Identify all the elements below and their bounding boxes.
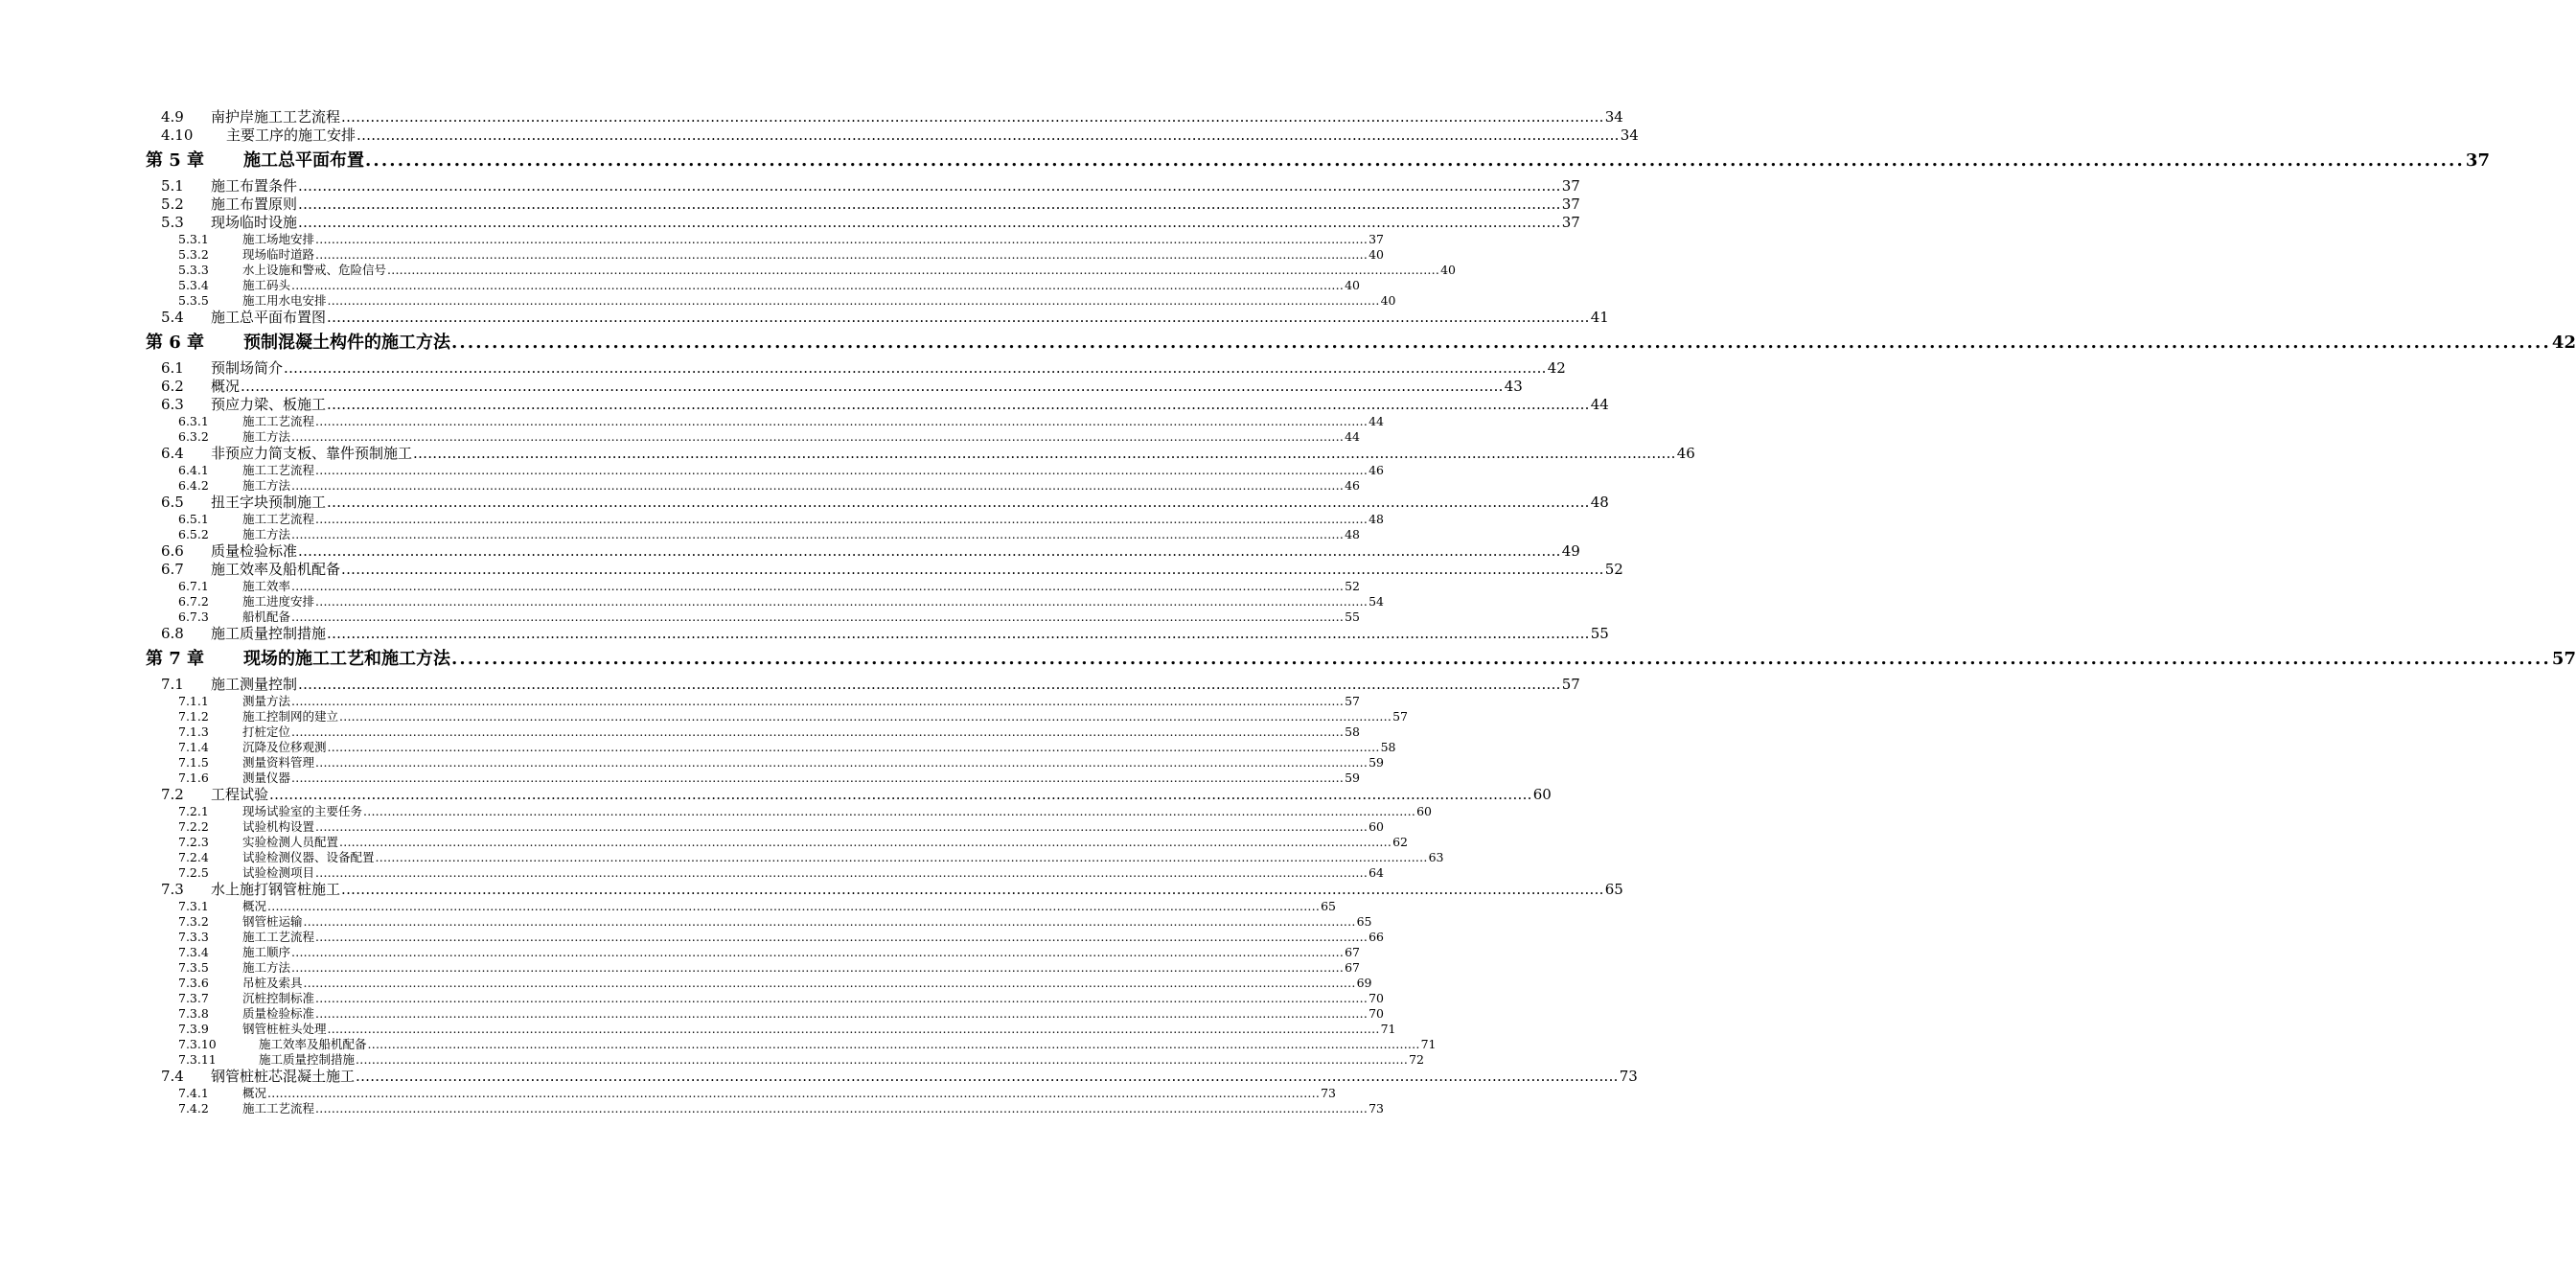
- toc-entry-page-number: 52: [1345, 579, 1361, 593]
- toc-entry-number: 4.10: [161, 126, 194, 144]
- toc-subsection-entry[interactable]: [0, 740, 1396, 755]
- toc-dot-leader: ....................................................................................................................................................................................................................................................................: [291, 527, 1345, 541]
- toc-subsection-entry[interactable]: [0, 1037, 1437, 1052]
- toc-dot-leader: ....................................................................................................................................................................................................................................................................: [241, 378, 1504, 395]
- toc-subsection-entry[interactable]: [0, 991, 1385, 1006]
- toc-section-entry[interactable]: [0, 1068, 1638, 1086]
- toc-dot-leader: ....................................................................................................................................................................................................................................................................: [315, 865, 1368, 880]
- toc-entry-title: 主要工序的施工安排: [226, 126, 356, 144]
- toc-entry-page-number: 59: [1368, 755, 1385, 770]
- toc-dot-leader: ....................................................................................................................................................................................................................................................................: [291, 579, 1345, 593]
- toc-dot-leader: ....................................................................................................................................................................................................................................................................: [315, 819, 1368, 834]
- toc-dot-leader: ....................................................................................................................................................................................................................................................................: [291, 945, 1345, 959]
- toc-entry-number: 7.1.4: [178, 740, 209, 754]
- toc-entry-number: 7.3.3: [178, 930, 209, 944]
- toc-dot-leader: ....................................................................................................................................................................................................................................................................: [298, 177, 1561, 195]
- toc-subsection-entry[interactable]: [0, 527, 1361, 542]
- toc-entry-number: 7.3.8: [178, 1006, 209, 1021]
- toc-entry-number: 4.9: [161, 108, 184, 126]
- toc-entry-title: 概况: [242, 899, 267, 913]
- toc-entry-page-number: 60: [1416, 804, 1433, 818]
- toc-entry-page-number: 72: [1409, 1052, 1425, 1067]
- toc-dot-leader: ....................................................................................................................................................................................................................................................................: [315, 512, 1368, 526]
- toc-entry-title: 施工码头: [242, 278, 291, 292]
- toc-entry-title: 质量检验标准: [211, 542, 298, 560]
- toc-dot-leader: ....................................................................................................................................................................................................................................................................: [291, 478, 1345, 493]
- toc-entry-title: 测量资料管理: [242, 755, 315, 770]
- toc-dot-leader: ....................................................................................................................................................................................................................................................................: [298, 214, 1561, 231]
- toc-chapter-entry[interactable]: [0, 327, 2576, 359]
- toc-entry-title: 水上设施和警戒、危险信号: [242, 263, 387, 277]
- toc-entry-title: 施工工艺流程: [242, 512, 315, 526]
- toc-dot-leader: ....................................................................................................................................................................................................................................................................: [315, 463, 1368, 477]
- toc-entry-title: 钢管桩运输: [242, 914, 303, 929]
- toc-dot-leader: ....................................................................................................................................................................................................................................................................: [315, 1006, 1368, 1021]
- toc-entry-title: 施工控制网的建立: [242, 709, 339, 724]
- toc-subsection-entry[interactable]: [0, 414, 1385, 429]
- toc-entry-title: 扭王字块预制施工: [211, 494, 327, 511]
- toc-entry-title: 施工顺序: [242, 945, 291, 959]
- toc-entry-page-number: 58: [1345, 724, 1361, 739]
- toc-entry-number: 6.7.3: [178, 610, 209, 624]
- toc-entry-page-number: 46: [1676, 445, 1695, 462]
- toc-subsection-entry[interactable]: [0, 835, 1409, 850]
- toc-subsection-entry[interactable]: [0, 899, 1337, 914]
- toc-dot-leader: ....................................................................................................................................................................................................................................................................: [327, 494, 1590, 511]
- toc-entry-number: 7.4.1: [178, 1086, 209, 1100]
- toc-entry-number: 7.3.11: [178, 1052, 217, 1067]
- toc-entry-number: 6.7: [161, 561, 184, 578]
- toc-dot-leader: ....................................................................................................................................................................................................................................................................: [363, 804, 1416, 818]
- toc-dot-leader: ....................................................................................................................................................................................................................................................................: [291, 724, 1345, 739]
- toc-entry-title: 施工效率及船机配备: [211, 561, 341, 578]
- toc-dot-leader: ....................................................................................................................................................................................................................................................................: [315, 247, 1368, 262]
- toc-entry-page-number: 70: [1368, 991, 1385, 1005]
- toc-entry-page-number: 67: [1345, 960, 1361, 975]
- toc-dot-leader: ....................................................................................................................................................................................................................................................................: [303, 914, 1356, 929]
- toc-dot-leader: ....................................................................................................................................................................................................................................................................: [315, 1101, 1368, 1116]
- toc-dot-leader: ....................................................................................................................................................................................................................................................................: [341, 561, 1604, 578]
- toc-subsection-entry[interactable]: [0, 1052, 1425, 1068]
- toc-dot-leader: ....................................................................................................................................................................................................................................................................: [341, 881, 1604, 898]
- toc-dot-leader: ....................................................................................................................................................................................................................................................................: [291, 770, 1345, 785]
- toc-entry-number: 6.5: [161, 494, 184, 511]
- toc-subsection-entry[interactable]: [0, 1101, 1385, 1116]
- toc-entry-number: 7.2: [161, 786, 184, 803]
- toc-entry-page-number: 49: [1561, 542, 1580, 560]
- toc-entry-number: 7.3.4: [178, 945, 209, 959]
- toc-entry-page-number: 41: [1590, 309, 1609, 326]
- toc-entry-title: 施工效率: [242, 579, 291, 593]
- toc-entry-number: 5.3.5: [178, 293, 209, 308]
- toc-entry-title: 预应力梁、板施工: [211, 396, 327, 413]
- toc-entry-page-number: 40: [1440, 263, 1457, 277]
- toc-entry-number: 7.3.1: [178, 899, 209, 913]
- toc-chapter-entry[interactable]: [0, 145, 2490, 177]
- toc-entry-title: 质量检验标准: [242, 1006, 315, 1021]
- toc-entry-title: 现场临时设施: [211, 214, 298, 231]
- toc-dot-leader: ....................................................................................................................................................................................................................................................................: [356, 126, 1620, 144]
- toc-dot-leader: ....................................................................................................................................................................................................................................................................: [327, 293, 1380, 308]
- toc-dot-leader: ....................................................................................................................................................................................................................................................................: [315, 991, 1368, 1005]
- toc-entry-number: 5.1: [161, 177, 184, 195]
- toc-entry-number: 6.4.2: [178, 478, 209, 493]
- toc-entry-title: 概况: [211, 378, 241, 395]
- toc-entry-number: 5.4: [161, 309, 184, 326]
- toc-entry-title: 沉降及位移观测: [242, 740, 327, 754]
- toc-entry-number: 6.1: [161, 359, 184, 377]
- toc-section-entry[interactable]: [0, 108, 1623, 126]
- toc-entry-page-number: 62: [1392, 835, 1409, 849]
- toc-section-entry[interactable]: [0, 542, 1580, 561]
- toc-entry-title: 试验检测仪器、设备配置: [242, 850, 375, 864]
- toc-entry-number: 5.3: [161, 214, 184, 231]
- toc-entry-title: 施工进度安排: [242, 594, 315, 609]
- toc-subsection-entry[interactable]: [0, 709, 1409, 724]
- toc-entry-number: 7.3.9: [178, 1022, 209, 1036]
- toc-entry-number: 7.2.1: [178, 804, 209, 818]
- toc-dot-leader: ....................................................................................................................................................................................................................................................................: [269, 786, 1532, 803]
- toc-section-entry[interactable]: [0, 561, 1623, 579]
- toc-entry-title: 非预应力简支板、靠件预制施工: [211, 445, 413, 462]
- toc-section-entry[interactable]: [0, 177, 1580, 196]
- toc-entry-page-number: 73: [1619, 1068, 1638, 1085]
- toc-chapter-entry[interactable]: [0, 643, 2576, 676]
- toc-entry-page-number: 65: [1356, 914, 1372, 929]
- toc-entry-number: 6.4: [161, 445, 184, 462]
- toc-entry-page-number: 55: [1345, 610, 1361, 624]
- toc-entry-title: 预制混凝土构件的施工方法: [243, 333, 450, 353]
- toc-entry-page-number: 65: [1604, 881, 1623, 898]
- toc-dot-leader: ....................................................................................................................................................................................................................................................................: [291, 278, 1345, 292]
- toc-entry-title: 施工质量控制措施: [211, 625, 327, 642]
- toc-subsection-entry[interactable]: [0, 724, 1361, 740]
- toc-entry-page-number: 37: [1561, 177, 1580, 195]
- toc-section-entry[interactable]: [0, 196, 1580, 214]
- toc-entry-page-number: 40: [1345, 278, 1361, 292]
- toc-entry-number: 7.1.6: [178, 770, 209, 785]
- toc-dot-leader: ....................................................................................................................................................................................................................................................................: [267, 1086, 1321, 1100]
- toc-entry-number: 5.3.3: [178, 263, 209, 277]
- toc-entry-page-number: 42: [2551, 333, 2576, 353]
- toc-entry-page-number: 59: [1345, 770, 1361, 785]
- toc-entry-title: 试验检测项目: [242, 865, 315, 880]
- toc-dot-leader: ....................................................................................................................................................................................................................................................................: [339, 709, 1392, 724]
- toc-dot-leader: ....................................................................................................................................................................................................................................................................: [303, 976, 1356, 990]
- toc-subsection-entry[interactable]: [0, 293, 1396, 309]
- toc-dot-leader: ....................................................................................................................................................................................................................................................................: [291, 610, 1345, 624]
- toc-section-entry[interactable]: [0, 625, 1609, 643]
- toc-entry-number: 7.3.2: [178, 914, 209, 929]
- toc-entry-number: 5.3.4: [178, 278, 209, 292]
- toc-entry-title: 施工总平面布置图: [211, 309, 327, 326]
- toc-entry-number: 7.3: [161, 881, 184, 898]
- toc-entry-page-number: 48: [1590, 494, 1609, 511]
- toc-subsection-entry[interactable]: [0, 429, 1361, 445]
- toc-entry-number: 7.1.1: [178, 694, 209, 708]
- toc-entry-title: 测量方法: [242, 694, 291, 708]
- toc-entry-title: 预制场简介: [211, 359, 284, 377]
- toc-entry-page-number: 57: [1561, 676, 1580, 693]
- toc-entry-title: 施工方法: [242, 429, 291, 444]
- toc-entry-page-number: 64: [1368, 865, 1385, 880]
- toc-entry-page-number: 37: [1561, 196, 1580, 213]
- toc-section-entry[interactable]: [0, 214, 1580, 232]
- toc-entry-number: 6.3: [161, 396, 184, 413]
- toc-subsection-entry[interactable]: [0, 1086, 1337, 1101]
- toc-entry-page-number: 63: [1428, 850, 1444, 864]
- toc-subsection-entry[interactable]: [0, 263, 1457, 278]
- toc-entry-title: 施工总平面布置: [243, 150, 364, 171]
- toc-entry-page-number: 54: [1368, 594, 1385, 609]
- toc-dot-leader: ....................................................................................................................................................................................................................................................................: [291, 429, 1345, 444]
- toc-entry-page-number: 37: [2465, 150, 2490, 171]
- toc-entry-page-number: 69: [1356, 976, 1372, 990]
- toc-section-entry[interactable]: [0, 396, 1609, 414]
- toc-dot-leader: ....................................................................................................................................................................................................................................................................: [356, 1052, 1409, 1067]
- toc-subsection-entry[interactable]: [0, 945, 1361, 960]
- toc-entry-page-number: 34: [1604, 108, 1623, 126]
- toc-entry-title: 施工工艺流程: [242, 463, 315, 477]
- toc-entry-page-number: 44: [1368, 414, 1385, 428]
- toc-dot-leader: ....................................................................................................................................................................................................................................................................: [339, 835, 1392, 849]
- toc-entry-number: 7.2.2: [178, 819, 209, 834]
- toc-entry-page-number: 60: [1532, 786, 1552, 803]
- toc-subsection-entry[interactable]: [0, 463, 1385, 478]
- toc-entry-number: 6.3.2: [178, 429, 209, 444]
- toc-entry-title: 施工测量控制: [211, 676, 298, 693]
- table-of-contents: [0, 108, 2576, 1116]
- toc-entry-number: 7.4: [161, 1068, 184, 1085]
- toc-section-entry[interactable]: [0, 378, 1523, 396]
- toc-section-entry[interactable]: [0, 445, 1695, 463]
- toc-entry-title: 施工方法: [242, 478, 291, 493]
- toc-entry-title: 施工方法: [242, 960, 291, 975]
- toc-entry-page-number: 71: [1380, 1022, 1396, 1036]
- toc-dot-leader: ....................................................................................................................................................................................................................................................................: [315, 232, 1368, 246]
- toc-entry-number: 第 7 章: [146, 649, 205, 669]
- toc-subsection-entry[interactable]: [0, 976, 1372, 991]
- toc-section-entry[interactable]: [0, 676, 1580, 694]
- toc-dot-leader: ....................................................................................................................................................................................................................................................................: [387, 263, 1440, 277]
- toc-entry-page-number: 40: [1368, 247, 1385, 262]
- toc-subsection-entry[interactable]: [0, 247, 1385, 263]
- toc-entry-title: 施工工艺流程: [242, 414, 315, 428]
- toc-entry-number: 6.8: [161, 625, 184, 642]
- toc-entry-title: 南护岸施工工艺流程: [211, 108, 341, 126]
- toc-subsection-entry[interactable]: [0, 865, 1385, 881]
- toc-subsection-entry[interactable]: [0, 960, 1361, 976]
- toc-entry-page-number: 71: [1420, 1037, 1437, 1051]
- toc-entry-page-number: 46: [1368, 463, 1385, 477]
- toc-section-entry[interactable]: [0, 786, 1552, 804]
- toc-entry-number: 7.2.3: [178, 835, 209, 849]
- toc-section-entry[interactable]: [0, 359, 1566, 378]
- toc-subsection-entry[interactable]: [0, 804, 1433, 819]
- toc-section-entry[interactable]: [0, 309, 1609, 327]
- toc-entry-title: 吊桩及索具: [242, 976, 303, 990]
- toc-dot-leader: ....................................................................................................................................................................................................................................................................: [315, 930, 1368, 944]
- toc-entry-page-number: 48: [1368, 512, 1385, 526]
- toc-entry-title: 测量仪器: [242, 770, 291, 785]
- toc-entry-title: 现场的施工工艺和施工方法: [243, 649, 450, 669]
- toc-entry-title: 概况: [242, 1086, 267, 1100]
- toc-subsection-entry[interactable]: [0, 914, 1372, 930]
- toc-entry-number: 5.3.2: [178, 247, 209, 262]
- toc-entry-number: 6.2: [161, 378, 184, 395]
- toc-dot-leader: ....................................................................................................................................................................................................................................................................: [327, 1022, 1380, 1036]
- toc-dot-leader: ....................................................................................................................................................................................................................................................................: [327, 625, 1590, 642]
- toc-dot-leader: ....................................................................................................................................................................................................................................................................: [413, 445, 1676, 462]
- toc-dot-leader: ....................................................................................................................................................................................................................................................................: [356, 1068, 1619, 1085]
- toc-dot-leader: ....................................................................................................................................................................................................................................................................: [298, 196, 1561, 213]
- toc-subsection-entry[interactable]: [0, 770, 1361, 786]
- toc-entry-page-number: 58: [1380, 740, 1396, 754]
- toc-entry-page-number: 34: [1620, 126, 1639, 144]
- toc-entry-number: 6.6: [161, 542, 184, 560]
- toc-subsection-entry[interactable]: [0, 610, 1361, 625]
- toc-entry-number: 7.1.5: [178, 755, 209, 770]
- toc-dot-leader: ....................................................................................................................................................................................................................................................................: [315, 755, 1368, 770]
- toc-entry-page-number: 43: [1504, 378, 1523, 395]
- toc-section-entry[interactable]: [0, 494, 1609, 512]
- toc-dot-leader: ....................................................................................................................................................................................................................................................................: [365, 150, 2465, 171]
- toc-subsection-entry[interactable]: [0, 594, 1385, 610]
- toc-entry-page-number: 37: [1561, 214, 1580, 231]
- toc-dot-leader: ....................................................................................................................................................................................................................................................................: [315, 414, 1368, 428]
- toc-subsection-entry[interactable]: [0, 819, 1385, 835]
- toc-entry-page-number: 46: [1345, 478, 1361, 493]
- toc-entry-number: 7.4.2: [178, 1101, 209, 1116]
- toc-subsection-entry[interactable]: [0, 278, 1361, 293]
- toc-entry-number: 第 6 章: [146, 333, 205, 353]
- toc-entry-title: 试验机构设置: [242, 819, 315, 834]
- toc-entry-number: 7.1: [161, 676, 184, 693]
- toc-dot-leader: ....................................................................................................................................................................................................................................................................: [375, 850, 1428, 864]
- toc-entry-number: 7.3.7: [178, 991, 209, 1005]
- toc-entry-page-number: 55: [1590, 625, 1609, 642]
- toc-entry-page-number: 57: [1345, 694, 1361, 708]
- toc-subsection-entry[interactable]: [0, 478, 1361, 494]
- toc-dot-leader: ....................................................................................................................................................................................................................................................................: [315, 594, 1368, 609]
- toc-dot-leader: ....................................................................................................................................................................................................................................................................: [341, 108, 1604, 126]
- toc-dot-leader: ....................................................................................................................................................................................................................................................................: [327, 309, 1590, 326]
- toc-subsection-entry[interactable]: [0, 694, 1361, 709]
- toc-entry-number: 7.1.3: [178, 724, 209, 739]
- toc-entry-page-number: 48: [1345, 527, 1361, 541]
- toc-entry-page-number: 70: [1368, 1006, 1385, 1021]
- toc-entry-number: 7.2.4: [178, 850, 209, 864]
- toc-entry-title: 沉桩控制标准: [242, 991, 315, 1005]
- toc-entry-page-number: 67: [1345, 945, 1361, 959]
- toc-entry-page-number: 44: [1345, 429, 1361, 444]
- toc-dot-leader: ....................................................................................................................................................................................................................................................................: [284, 359, 1547, 377]
- toc-entry-page-number: 65: [1321, 899, 1337, 913]
- toc-entry-title: 实验检测人员配置: [242, 835, 339, 849]
- toc-entry-title: 现场临时道路: [242, 247, 315, 262]
- toc-subsection-entry[interactable]: [0, 1022, 1396, 1037]
- toc-entry-number: 6.7.2: [178, 594, 209, 609]
- toc-subsection-entry[interactable]: [0, 232, 1385, 247]
- toc-entry-page-number: 73: [1368, 1101, 1385, 1116]
- toc-entry-page-number: 57: [2551, 649, 2576, 669]
- toc-dot-leader: ....................................................................................................................................................................................................................................................................: [291, 960, 1345, 975]
- toc-entry-number: 7.3.10: [178, 1037, 217, 1051]
- toc-entry-number: 7.3.6: [178, 976, 209, 990]
- toc-entry-number: 6.5.2: [178, 527, 209, 541]
- toc-entry-title: 钢管桩桩芯混凝土施工: [211, 1068, 356, 1085]
- toc-dot-leader: ....................................................................................................................................................................................................................................................................: [451, 333, 2551, 353]
- toc-subsection-entry[interactable]: [0, 930, 1385, 945]
- toc-entry-number: 第 5 章: [146, 150, 205, 171]
- toc-subsection-entry[interactable]: [0, 850, 1444, 865]
- toc-entry-title: 施工工艺流程: [242, 930, 315, 944]
- toc-entry-page-number: 40: [1380, 293, 1396, 308]
- toc-entry-title: 钢管桩桩头处理: [242, 1022, 327, 1036]
- toc-entry-number: 6.5.1: [178, 512, 209, 526]
- toc-entry-number: 6.7.1: [178, 579, 209, 593]
- toc-subsection-entry[interactable]: [0, 1006, 1385, 1022]
- toc-entry-number: 6.3.1: [178, 414, 209, 428]
- toc-entry-title: 施工场地安排: [242, 232, 315, 246]
- toc-entry-number: 5.2: [161, 196, 184, 213]
- toc-entry-page-number: 52: [1604, 561, 1623, 578]
- toc-section-entry[interactable]: [0, 126, 1639, 145]
- toc-entry-title: 施工质量控制措施: [259, 1052, 356, 1067]
- toc-entry-number: 7.1.2: [178, 709, 209, 724]
- toc-entry-title: 现场试验室的主要任务: [242, 804, 363, 818]
- toc-entry-number: 6.4.1: [178, 463, 209, 477]
- toc-entry-page-number: 42: [1547, 359, 1566, 377]
- toc-entry-page-number: 73: [1321, 1086, 1337, 1100]
- toc-entry-title: 施工用水电安排: [242, 293, 327, 308]
- toc-dot-leader: ....................................................................................................................................................................................................................................................................: [298, 542, 1561, 560]
- toc-entry-page-number: 57: [1392, 709, 1409, 724]
- toc-entry-title: 施工方法: [242, 527, 291, 541]
- toc-entry-title: 船机配备: [242, 610, 291, 624]
- toc-subsection-entry[interactable]: [0, 512, 1385, 527]
- toc-subsection-entry[interactable]: [0, 755, 1385, 770]
- toc-entry-title: 打桩定位: [242, 724, 291, 739]
- toc-dot-leader: ....................................................................................................................................................................................................................................................................: [327, 396, 1590, 413]
- toc-entry-title: 工程试验: [211, 786, 269, 803]
- toc-entry-number: 7.2.5: [178, 865, 209, 880]
- toc-entry-number: 5.3.1: [178, 232, 209, 246]
- toc-entry-title: 施工工艺流程: [242, 1101, 315, 1116]
- toc-entry-title: 施工布置条件: [211, 177, 298, 195]
- toc-dot-leader: ....................................................................................................................................................................................................................................................................: [367, 1037, 1420, 1051]
- toc-dot-leader: ....................................................................................................................................................................................................................................................................: [327, 740, 1380, 754]
- toc-entry-page-number: 37: [1368, 232, 1385, 246]
- toc-entry-page-number: 60: [1368, 819, 1385, 834]
- toc-subsection-entry[interactable]: [0, 579, 1361, 594]
- toc-section-entry[interactable]: [0, 881, 1623, 899]
- toc-dot-leader: ....................................................................................................................................................................................................................................................................: [291, 694, 1345, 708]
- toc-dot-leader: ....................................................................................................................................................................................................................................................................: [451, 649, 2551, 669]
- toc-dot-leader: ....................................................................................................................................................................................................................................................................: [298, 676, 1561, 693]
- toc-entry-page-number: 44: [1590, 396, 1609, 413]
- toc-dot-leader: ....................................................................................................................................................................................................................................................................: [267, 899, 1321, 913]
- toc-entry-number: 7.3.5: [178, 960, 209, 975]
- toc-entry-page-number: 66: [1368, 930, 1385, 944]
- toc-entry-title: 施工效率及船机配备: [259, 1037, 367, 1051]
- toc-entry-title: 施工布置原则: [211, 196, 298, 213]
- toc-entry-title: 水上施打钢管桩施工: [211, 881, 341, 898]
